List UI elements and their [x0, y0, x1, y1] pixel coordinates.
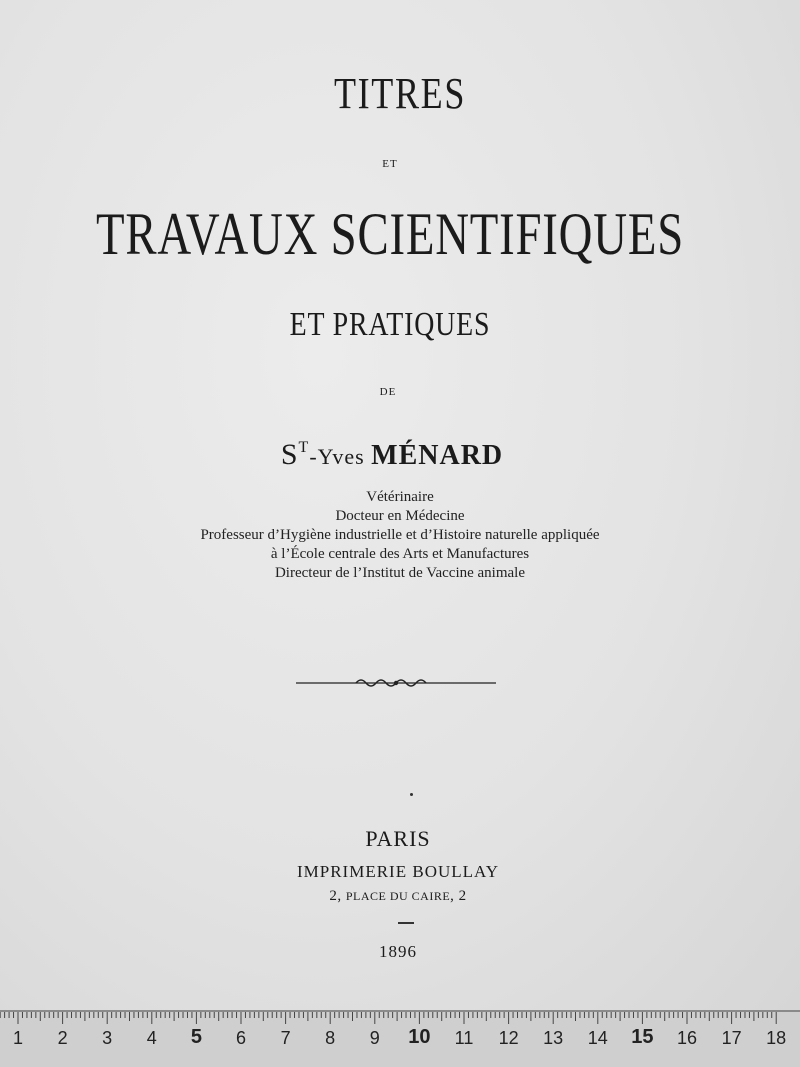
- title-travaux-scientifiques: TRAVAUX SCIENTIFIQUES: [95, 201, 685, 267]
- measuring-ruler: [0, 1010, 800, 1067]
- ruler-label: 17: [721, 1028, 742, 1048]
- stray-mark: [410, 793, 413, 796]
- qualification-line: Directeur de l’Institut de Vaccine animale: [274, 565, 526, 581]
- imprint-separator: [398, 922, 414, 924]
- address-street: PLACE DU CAIRE: [345, 889, 451, 903]
- author-qualifications: [0, 488, 800, 583]
- imprint-printer: IMPRIMERIE BOULLAY: [296, 862, 500, 881]
- ruler-label: 4: [146, 1028, 157, 1048]
- connector-de: DE: [379, 386, 397, 398]
- author-surname: MÉNARD: [371, 440, 504, 471]
- address-number: 2,: [329, 888, 346, 904]
- ruler-label: 3: [102, 1028, 113, 1048]
- qualification-line: Docteur en Médecine: [335, 508, 465, 524]
- address-number: , 2: [450, 888, 467, 904]
- ruler-label: 11: [454, 1028, 474, 1048]
- ruler-label: 13: [543, 1028, 564, 1048]
- imprint-address: [0, 888, 798, 905]
- title-et-pratiques: ET PRATIQUES: [289, 306, 491, 343]
- ruler-label: 5: [190, 1026, 202, 1048]
- ruler-label: 7: [280, 1028, 291, 1048]
- qualification-line: Vétérinaire: [366, 489, 434, 505]
- author-prefix-superscript: T: [298, 439, 310, 456]
- ruler-label: 9: [369, 1028, 380, 1048]
- ruler-label: 18: [766, 1028, 787, 1048]
- ruler-label: 6: [235, 1028, 247, 1048]
- ruler-label: 8: [325, 1028, 336, 1048]
- ruler-label: 16: [676, 1028, 698, 1048]
- decorative-rule-ornament-icon: [296, 676, 496, 690]
- ruler-label: 10: [408, 1026, 431, 1048]
- title-titres: TITRES: [333, 69, 467, 118]
- ruler-label: 2: [57, 1028, 68, 1048]
- connector-et: ET: [382, 158, 398, 170]
- imprint-city: PARIS: [365, 826, 431, 851]
- ruler-label: 14: [587, 1028, 608, 1048]
- ruler-label: 1: [12, 1028, 24, 1048]
- ruler-label: 15: [631, 1026, 654, 1048]
- qualification-line: à l’École centrale des Arts et Manufactures: [270, 546, 530, 562]
- ruler-label: 12: [498, 1028, 519, 1048]
- author-name: [0, 438, 792, 472]
- imprint-year: 1896: [379, 942, 417, 961]
- author-prefix: S: [280, 438, 299, 471]
- author-given-name: -Yves: [309, 444, 372, 469]
- qualification-line: Professeur d’Hygiène industrielle et d’Histoire naturelle appliquée: [200, 527, 600, 543]
